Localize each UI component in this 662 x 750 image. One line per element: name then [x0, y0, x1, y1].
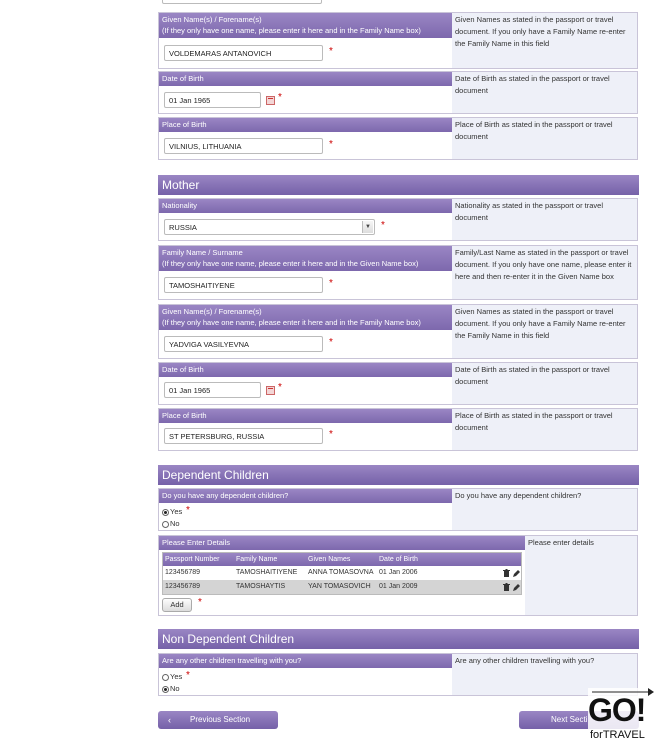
mother-given-help: Given Names as stated in the passport or travel document. If you only have a Family Name re-enter the Family Name in this field	[452, 305, 637, 358]
required-marker: *	[278, 92, 282, 103]
mother-given-input[interactable]: YADVIGA VASILYEVNA	[164, 336, 323, 352]
dob-cell: 01 Jan 2006	[379, 569, 418, 576]
chevron-left-icon: ‹	[168, 715, 171, 725]
family-cell: TAMOSHAYTIS	[236, 583, 286, 590]
non-dependent-question-row	[158, 653, 638, 696]
trash-icon[interactable]	[503, 569, 510, 577]
dependent-details-label: Please Enter Details	[159, 536, 525, 550]
calendar-icon[interactable]	[266, 386, 275, 395]
trash-icon[interactable]	[503, 583, 510, 591]
dependent-question-row	[158, 488, 638, 531]
pencil-icon[interactable]	[513, 583, 520, 591]
non-dependent-no-radio[interactable]	[162, 686, 169, 693]
chevron-down-icon[interactable]: ▼	[362, 221, 373, 233]
non-dependent-yes-label: Yes	[170, 672, 183, 681]
column-header-dob: Date of Birth	[379, 556, 418, 563]
table-row[interactable]	[163, 580, 521, 594]
required-marker: *	[381, 220, 385, 231]
column-header-passport: Passport Number	[165, 556, 220, 563]
table-row[interactable]	[163, 566, 521, 580]
watermark-logo	[588, 688, 658, 748]
father-pob-help: Place of Birth as stated in the passport or travel document	[452, 118, 637, 159]
required-marker: *	[186, 505, 190, 516]
father-given-names-label-title: Given Name(s) / Forename(s)	[162, 15, 262, 24]
mother-pob-input[interactable]: ST PETERSBURG, RUSSIA	[164, 428, 323, 444]
next-section-label: Next Secti	[551, 715, 588, 724]
mother-family-label	[159, 246, 452, 271]
table-header-row	[163, 553, 521, 566]
dob-cell: 01 Jan 2009	[379, 583, 418, 590]
non-dependent-question-help: Are any other children travelling with you?	[452, 654, 637, 695]
given-cell: YAN TOMASOVICH	[308, 583, 371, 590]
required-marker: *	[329, 337, 333, 348]
non-dependent-no-label: No	[170, 684, 180, 693]
previous-section-button[interactable]	[158, 711, 278, 729]
father-given-names-label	[159, 13, 452, 38]
mother-family-help: Family/Last Name as stated in the passport or travel document. If you only have one name, please enter it here and then re-enter it in the Given Name box	[452, 246, 637, 299]
family-cell: TAMOSHAITIYENE	[236, 569, 298, 576]
non-dependent-question-label: Are any other children travelling with you?	[159, 654, 452, 668]
father-dob-input[interactable]: 01 Jan 1965	[164, 92, 261, 108]
top-partial-input[interactable]	[162, 0, 322, 4]
dependent-yes-label: Yes	[170, 507, 183, 516]
passport-cell: 123456789	[165, 569, 201, 576]
watermark-go-text: GO!	[588, 692, 646, 728]
mother-given-label-title: Given Name(s) / Forename(s)	[162, 307, 262, 316]
dependent-details-help: Please enter details	[525, 536, 637, 615]
required-marker: *	[329, 429, 333, 440]
mother-pob-help: Place of Birth as stated in the passport or travel document	[452, 409, 637, 450]
required-marker: *	[329, 46, 333, 57]
dependent-yes-radio[interactable]	[162, 509, 169, 516]
mother-dob-help: Date of Birth as stated in the passport or travel document	[452, 363, 637, 404]
dependent-no-radio[interactable]	[162, 521, 169, 528]
mother-family-input[interactable]: TAMOSHAITIYENE	[164, 277, 323, 293]
non-dependent-yes-radio[interactable]	[162, 674, 169, 681]
pencil-icon[interactable]	[513, 569, 520, 577]
column-header-family: Family Name	[236, 556, 278, 563]
father-dob-help: Date of Birth as stated in the passport or travel document	[452, 72, 637, 113]
mother-section-header: Mother	[158, 175, 639, 195]
required-marker: *	[329, 278, 333, 289]
father-given-names-input[interactable]: VOLDEMARAS ANTANOVICH	[164, 45, 323, 61]
required-marker: *	[198, 597, 202, 608]
mother-pob-label: Place of Birth	[159, 409, 452, 423]
passport-cell: 123456789	[165, 583, 201, 590]
required-marker: *	[278, 382, 282, 393]
dependent-no-label: No	[170, 519, 180, 528]
required-marker: *	[329, 139, 333, 150]
mother-family-label-title: Family Name / Surname	[162, 248, 243, 257]
calendar-icon[interactable]	[266, 96, 275, 105]
required-marker: *	[186, 670, 190, 681]
father-pob-input[interactable]: VILNIUS, LITHUANIA	[164, 138, 323, 154]
mother-nationality-value: RUSSIA	[169, 223, 197, 232]
mother-dob-input[interactable]: 01 Jan 1965	[164, 382, 261, 398]
father-given-names-help: Given Names as stated in the passport or travel document. If you only have a Family Name re-enter the Family Name in this field	[452, 13, 637, 68]
father-given-names-label-hint: (If they only have one name, please enter it here and in the Family Name box)	[162, 26, 421, 35]
father-dob-label: Date of Birth	[159, 72, 452, 86]
father-pob-label: Place of Birth	[159, 118, 452, 132]
add-child-button[interactable]: Add	[162, 598, 192, 612]
given-cell: ANNA TOMASOVNA	[308, 569, 374, 576]
dependent-children-table	[162, 552, 522, 595]
mother-family-label-hint: (If they only have one name, please enter it here and in the Given Name box)	[162, 259, 419, 268]
dependent-section-header: Dependent Children	[158, 465, 639, 485]
column-header-given: Given Names	[308, 556, 351, 563]
dependent-question-label: Do you have any dependent children?	[159, 489, 452, 503]
non-dependent-section-header: Non Dependent Children	[158, 629, 639, 649]
dependent-question-help: Do you have any dependent children?	[452, 489, 637, 530]
mother-dob-label: Date of Birth	[159, 363, 452, 377]
mother-nationality-label: Nationality	[159, 199, 452, 213]
mother-nationality-select[interactable]	[164, 219, 375, 235]
previous-section-label: Previous Section	[190, 715, 251, 724]
watermark-fortravel-text: forTRAVEL	[590, 729, 645, 741]
mother-given-label-hint: (If they only have one name, please enter it here and in the Family Name box)	[162, 318, 421, 327]
mother-given-label	[159, 305, 452, 330]
mother-nationality-help: Nationality as stated in the passport or travel document	[452, 199, 637, 240]
